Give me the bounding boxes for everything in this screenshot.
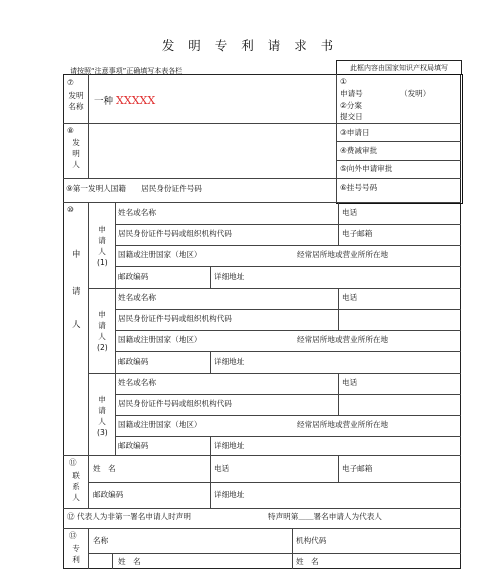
office-row-1-number: ①	[340, 77, 347, 86]
contact-phone-label: 电话	[214, 464, 230, 473]
office-registration-number: ⑥挂号号码	[340, 183, 378, 192]
applicant-1-residence-label: 经常居所地或营业所所在地	[297, 250, 389, 259]
first-inventor-nationality-label: ⑨第一发明人国籍 居民身份证件号码	[66, 184, 202, 193]
office-use-note: 此框内容由国家知识产权局填写	[336, 60, 462, 75]
applicant-2-country-label: 国籍或注册国家（地区）	[118, 335, 202, 344]
section-8-number: ⑧	[67, 126, 74, 135]
office-invention-tag: （发明）	[400, 89, 431, 98]
contact-person-label: 联系人	[72, 471, 80, 502]
applicant-big-char-1: 申	[72, 250, 81, 260]
applicant-2-residence-label: 经常居所地或营业所所在地	[297, 335, 389, 344]
section-7-number: ⑦	[67, 78, 74, 87]
applicant-3-label: 申请人(3)	[97, 395, 108, 437]
office-foreign-approval: ⑤向外申请审批	[340, 164, 393, 173]
contact-address-label: 详细地址	[214, 490, 245, 499]
applicant-3-phone-label: 电话	[342, 378, 358, 387]
applicant-1-country-label: 国籍或注册国家（地区）	[118, 250, 202, 259]
applicant-2-label: 申请人(2)	[97, 310, 108, 352]
section-10-number: ⑩	[67, 205, 74, 214]
contact-email-label: 电子邮箱	[342, 464, 373, 473]
agent-name-label-1: 姓 名	[118, 557, 141, 566]
applicant-1-address-label: 详细地址	[214, 272, 245, 281]
inventor-field[interactable]	[89, 124, 335, 177]
office-submission-date: 提交日	[340, 112, 363, 121]
office-application-date: ③申请日	[340, 128, 370, 137]
inventor-label: 发明人	[72, 138, 80, 169]
agency-name-label: 名称	[93, 536, 109, 545]
applicant-1-email-label: 电子邮箱	[342, 229, 373, 238]
page-title: 发 明 专 利 请 求 书	[161, 38, 339, 53]
patent-agency-label: 专利	[72, 544, 80, 564]
applicant-3-name-label: 姓名或名称	[118, 378, 156, 387]
applicant-2-postal-label: 邮政编码	[118, 357, 149, 366]
applicant-1-label: 申请人(1)	[97, 225, 108, 267]
applicant-big-char-2: 请	[72, 287, 81, 297]
office-divisional: ②分案	[340, 101, 362, 110]
agent-name-label-2: 姓 名	[296, 557, 319, 566]
applicant-3-id-label: 居民身份证件号码或组织机构代码	[118, 399, 232, 408]
applicant-2-name-label: 姓名或名称	[118, 293, 156, 302]
office-application-number: 申请号	[340, 89, 363, 98]
applicant-3-residence-label: 经常居所地或营业所所在地	[297, 420, 389, 429]
applicant-1-postal-label: 邮政编码	[118, 272, 149, 281]
invention-name-prefix: 一种	[94, 96, 114, 107]
invention-name-value: XXXXX	[116, 94, 156, 107]
applicant-1-name-label: 姓名或名称	[118, 208, 156, 217]
contact-postal-label: 邮政编码	[93, 490, 124, 499]
section-11-number: ⑪	[69, 458, 77, 467]
office-fee-reduction: ④费减审批	[340, 146, 378, 155]
applicant-2-id-label: 居民身份证件号码或组织机构代码	[118, 314, 232, 323]
applicant-1-phone-label: 电话	[342, 208, 358, 217]
applicant-1-id-label: 居民身份证件号码或组织机构代码	[118, 229, 232, 238]
applicant-big-char-3: 人	[72, 320, 81, 330]
invention-name-label: 发明名称	[68, 91, 84, 111]
contact-name-label: 姓 名	[93, 464, 116, 473]
representative-declaration: 特声明第＿＿署名申请人为代表人	[268, 512, 382, 521]
applicant-3-country-label: 国籍或注册国家（地区）	[118, 420, 202, 429]
agency-code-label: 机构代码	[296, 536, 327, 545]
representative-statement: ⑫ 代表人为非第一署名申请人时声明	[67, 512, 191, 521]
section-13-number: ⑬	[69, 531, 77, 540]
applicant-2-address-label: 详细地址	[214, 357, 245, 366]
applicant-3-postal-label: 邮政编码	[118, 441, 149, 450]
applicant-2-phone-label: 电话	[342, 293, 358, 302]
instruction-note: 请按照“注意事项”正确填写本表各栏	[70, 67, 183, 75]
applicant-3-address-label: 详细地址	[214, 441, 245, 450]
invention-name-field[interactable]	[94, 94, 155, 109]
